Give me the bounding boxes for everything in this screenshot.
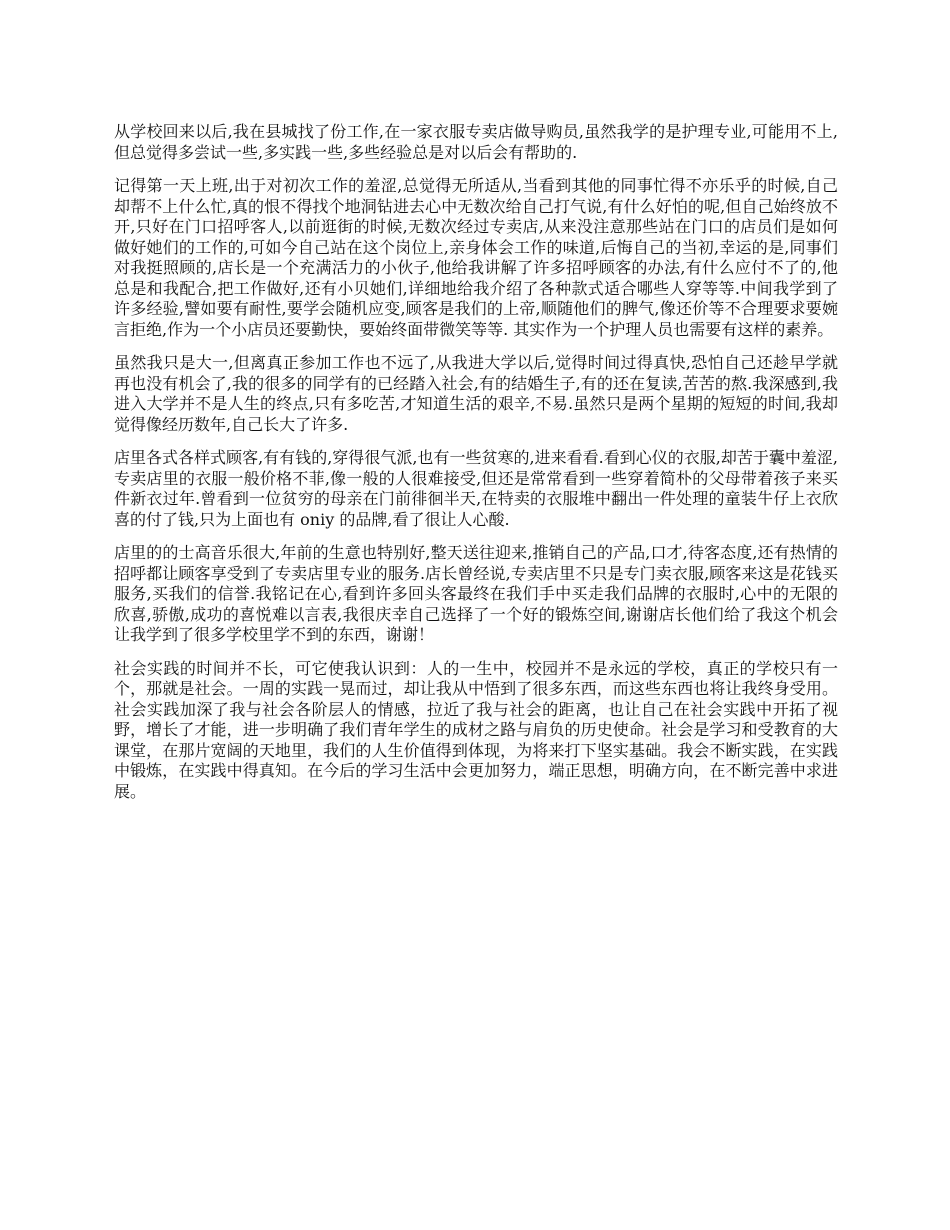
document-body [114,122,838,815]
paragraph-4: 店里各式各样式顾客,有有钱的,穿得很气派,也有一些贫寒的,进来看看.看到心仪的衣服,却苦于囊中羞涩,专卖店里的衣服一般价格不菲,像一般的人很难接受,但还是常常看到一些穿着简朴的父母带着孩子来买件新衣过年.曾看到一位贫穷的母亲在门前徘徊半天,在特卖的衣服堆中翻出一件处理的童装牛仔上衣欣喜的付了钱,只为上面也有 oniy 的品牌,看了很让人心酸. [114,448,838,529]
paragraph-3: 虽然我只是大一,但离真正参加工作也不远了,从我进大学以后,觉得时间过得真快,恐怕自己还趁早学就再也没有机会了,我的很多的同学有的已经踏入社会,有的结婚生子,有的还在复读,苦苦的熬.我深感到,我进入大学并不是人生的终点,只有多吃苦,才知道生活的艰辛,不易.虽然只是两个星期的短短的时间,我却觉得像经历数年,自己长大了许多. [114,353,838,434]
paragraph-5: 店里的的士高音乐很大,年前的生意也特别好,整天送往迎来,推销自己的产品,口才,待客态度,还有热情的招呼都让顾客享受到了专卖店里专业的服务.店长曾经说,专卖店里不只是专门卖衣服,顾客来这是花钱买服务,买我们的信誉.我铭记在心,看到许多回头客最终在我们手中买走我们品牌的衣服时,心中的无限的欣喜,骄傲,成功的喜悦难以言表,我很庆幸自己选择了一个好的锻炼空间,谢谢店长他们给了我这个机会让我学到了很多学校里学不到的东西，谢谢！ [114,543,838,644]
paragraph-1: 从学校回来以后,我在县城找了份工作,在一家衣服专卖店做导购员,虽然我学的是护理专业,可能用不上,但总觉得多尝试一些,多实践一些,多些经验总是对以后会有帮助的. [114,122,838,162]
paragraph-2: 记得第一天上班,出于对初次工作的羞涩,总觉得无所适从,当看到其他的同事忙得不亦乐乎的时候,自己却帮不上什么忙,真的恨不得找个地洞钻进去心中无数次给自己打气说,有什么好怕的呢,但自己始终放不开,只好在门口招呼客人,以前逛街的时候,无数次经过专卖店,从来没注意那些站在门口的店员们是如何做好她们的工作的,可如今自己站在这个岗位上,亲身体会工作的味道,后悔自己的当初,幸运的是,同事们对我挺照顾的,店长是一个充满活力的小伙子,他给我讲解了许多招呼顾客的办法,有什么应付不了的,他总是和我配合,把工作做好,还有小贝她们,详细地给我介绍了各种款式适合哪些人穿等等.中间我学到了许多经验,譬如要有耐性,要学会随机应变,顾客是我们的上帝,顺随他们的脾气,像还价等不合理要求要婉言拒绝,作为一个小店员还要勤快，要始终面带微笑等等. 其实作为一个护理人员也需要有这样的素养。 [114,176,838,339]
paragraph-6: 社会实践的时间并不长，可它使我认识到：人的一生中，校园并不是永远的学校，真正的学校只有一个，那就是社会。一周的实践一晃而过，却让我从中悟到了很多东西，而这些东西也将让我终身受用。社会实践加深了我与社会各阶层人的情感，拉近了我与社会的距离，也让自己在社会实践中开拓了视野，增长了才能，进一步明确了我们青年学生的成材之路与肩负的历史使命。社会是学习和受教育的大课堂，在那片宽阔的天地里，我们的人生价值得到体现，为将来打下坚实基础。我会不断实践，在实践中锻炼，在实践中得真知。在今后的学习生活中会更加努力，端正思想，明确方向，在不断完善中求进展。 [114,658,838,801]
